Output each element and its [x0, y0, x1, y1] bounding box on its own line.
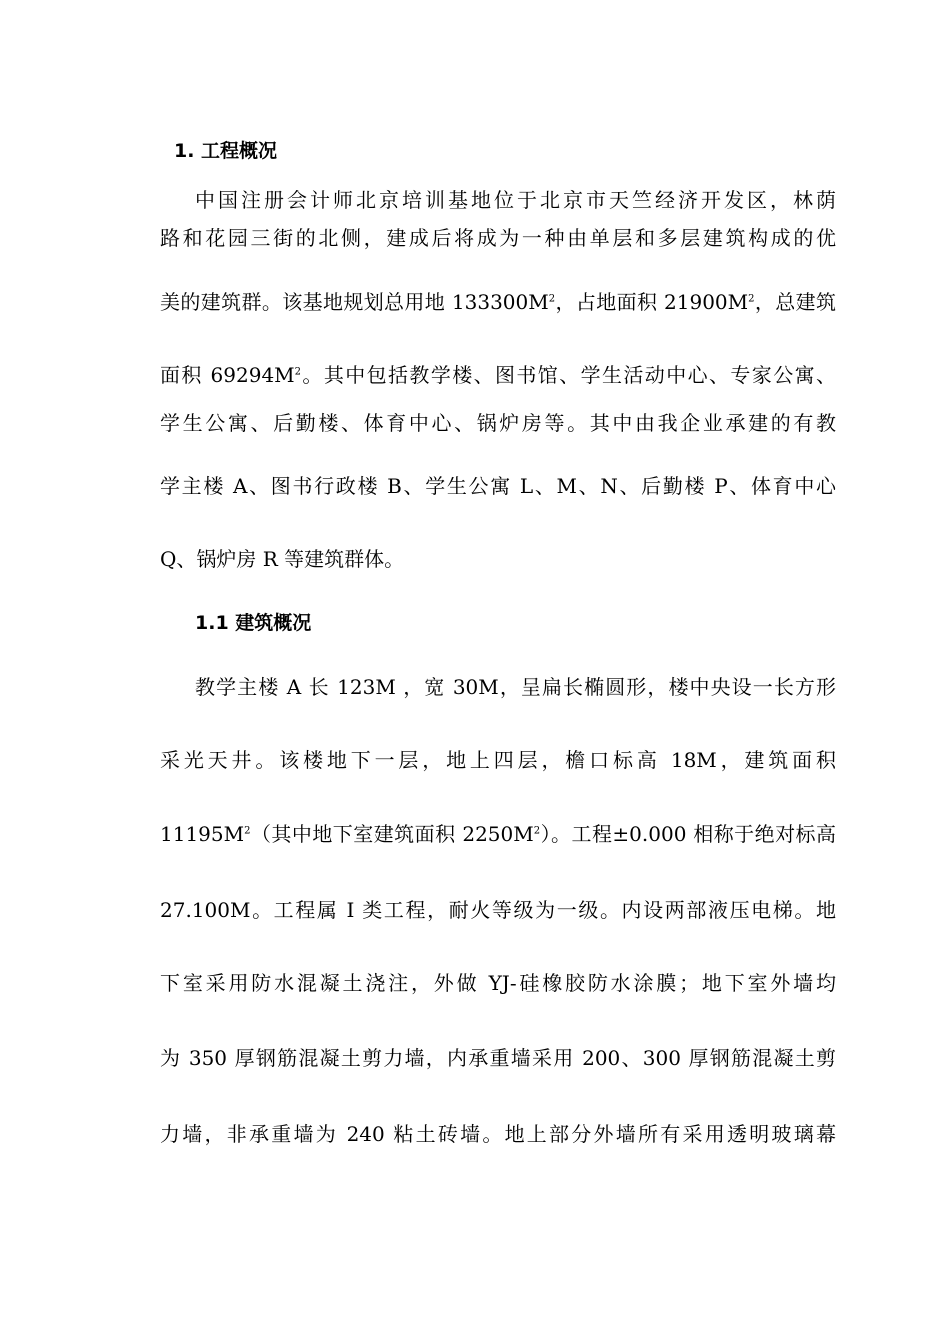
superscript: 2 — [748, 293, 755, 305]
paragraph-line — [160, 362, 836, 388]
text-run: ）。工程±0.000 相称于绝对标高 — [540, 822, 836, 846]
paragraph-line: 学主楼 A、图书行政楼 B、学生公寓 L、M、N、后勤楼 P、体育中心 — [160, 474, 836, 498]
section-heading-1: 1. 工程概况 — [174, 140, 278, 162]
text-run: 。其中包括教学楼、图书馆、学生活动中心、专家公寓、 — [301, 363, 836, 387]
paragraph-line: 为 350 厚钢筋混凝土剪力墙，内承重墙采用 200、300 厚钢筋混凝土剪 — [160, 1046, 836, 1070]
paragraph-line: 27.100M。工程属 I 类工程，耐火等级为一级。内设两部液压电梯。地 — [160, 898, 836, 922]
text-run: 面积 69294M — [160, 363, 295, 387]
paragraph-line — [160, 289, 836, 315]
text-run: 美的建筑群。该基地规划总用地 133300M — [160, 290, 549, 314]
paragraph-line: 路和花园三街的北侧，建成后将成为一种由单层和多层建筑构成的优 — [160, 226, 836, 250]
superscript: 2 — [294, 366, 302, 378]
paragraph-line — [160, 821, 836, 847]
paragraph-line: 学生公寓、后勤楼、体育中心、锅炉房等。其中由我企业承建的有教 — [160, 411, 836, 435]
text-run: 11195M — [160, 822, 245, 846]
paragraph-line: 力墙，非承重墙为 240 粘土砖墙。地上部分外墙所有采用透明玻璃幕 — [160, 1122, 836, 1146]
superscript: 2 — [533, 825, 541, 837]
text-run: ，占地面积 21900M — [555, 290, 749, 314]
text-run: （其中地下室建筑面积 2250M — [250, 822, 534, 846]
paragraph-line: 下室采用防水混凝土浇注，外做 YJ-硅橡胶防水涂膜；地下室外墙均 — [160, 971, 836, 995]
text-run: ，总建筑 — [754, 290, 836, 314]
superscript: 2 — [548, 293, 556, 305]
paragraph-line: Q、锅炉房 R 等建筑群体。 — [160, 547, 405, 571]
paragraph-line: 中国注册会计师北京培训基地位于北京市天竺经济开发区，林荫 — [195, 188, 836, 212]
section-heading-1-1: 1.1 建筑概况 — [195, 612, 312, 634]
paragraph-line: 采光天井。该楼地下一层，地上四层，檐口标高 18M，建筑面积 — [160, 748, 836, 772]
paragraph-line: 教学主楼 A 长 123M ，宽 30M，呈扁长椭圆形，楼中央设一长方形 — [195, 675, 836, 699]
superscript: 2 — [244, 825, 251, 837]
